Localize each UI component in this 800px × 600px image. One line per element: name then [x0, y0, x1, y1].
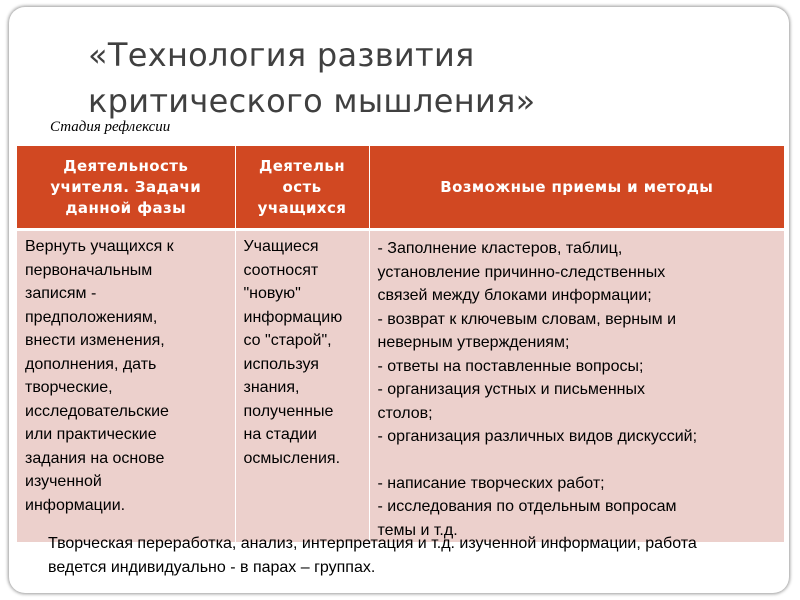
student-activity-cell — [235, 230, 369, 543]
slide-title — [88, 32, 728, 124]
stage-subtitle: Стадия рефлексии — [50, 119, 171, 135]
methods-list — [378, 235, 779, 542]
method-item: - написание творческих работ; — [377, 474, 605, 492]
method-item: - возврат к ключевым словам, верным и неверным утверждениям; — [377, 310, 677, 351]
methods-list-gap — [378, 449, 779, 472]
methods-cell — [369, 230, 784, 543]
slide-title-line-1: «Технология развития — [88, 36, 475, 74]
method-item: - Заполнение кластеров, таблиц, установление причинно-следственных связей между блоками информации; — [377, 240, 666, 304]
footer-note: Творческая переработка, анализ, интерпретация и т.д. изученной информации, работа ведется индивидуально - в парах – группах. — [48, 535, 697, 576]
header-methods: Возможные приемы и методы — [369, 146, 784, 230]
methods-table — [17, 146, 784, 542]
method-item: - ответы на поставленные вопросы; — [377, 357, 644, 375]
header-teacher-activity: Деятельность учителя. Задачи данной фазы — [17, 146, 235, 230]
student-activity-text: Учащиеся соотносят "новую" информацию со "старой", используя знания, полученные на стадии осмысления. — [243, 238, 343, 467]
slide-title-line-2: критического мышления» — [88, 82, 536, 120]
table-header-row — [17, 146, 784, 230]
method-item: - организация устных и письменных столов; — [377, 381, 645, 422]
table-row — [17, 230, 784, 543]
header-student-activity: Деятельн ость учащихся — [235, 146, 369, 230]
teacher-activity-text: Вернуть учащихся к первоначальным записям - предположениям, внести изменения, дополнения, дать творческие, исследовательские или практические задания на основе изученной информации. — [25, 238, 174, 514]
method-item: - организация различных видов дискуссий; — [377, 428, 698, 445]
teacher-activity-cell — [17, 230, 235, 543]
method-item: - исследования по отдельным вопросам темы и т.д. — [377, 498, 677, 539]
